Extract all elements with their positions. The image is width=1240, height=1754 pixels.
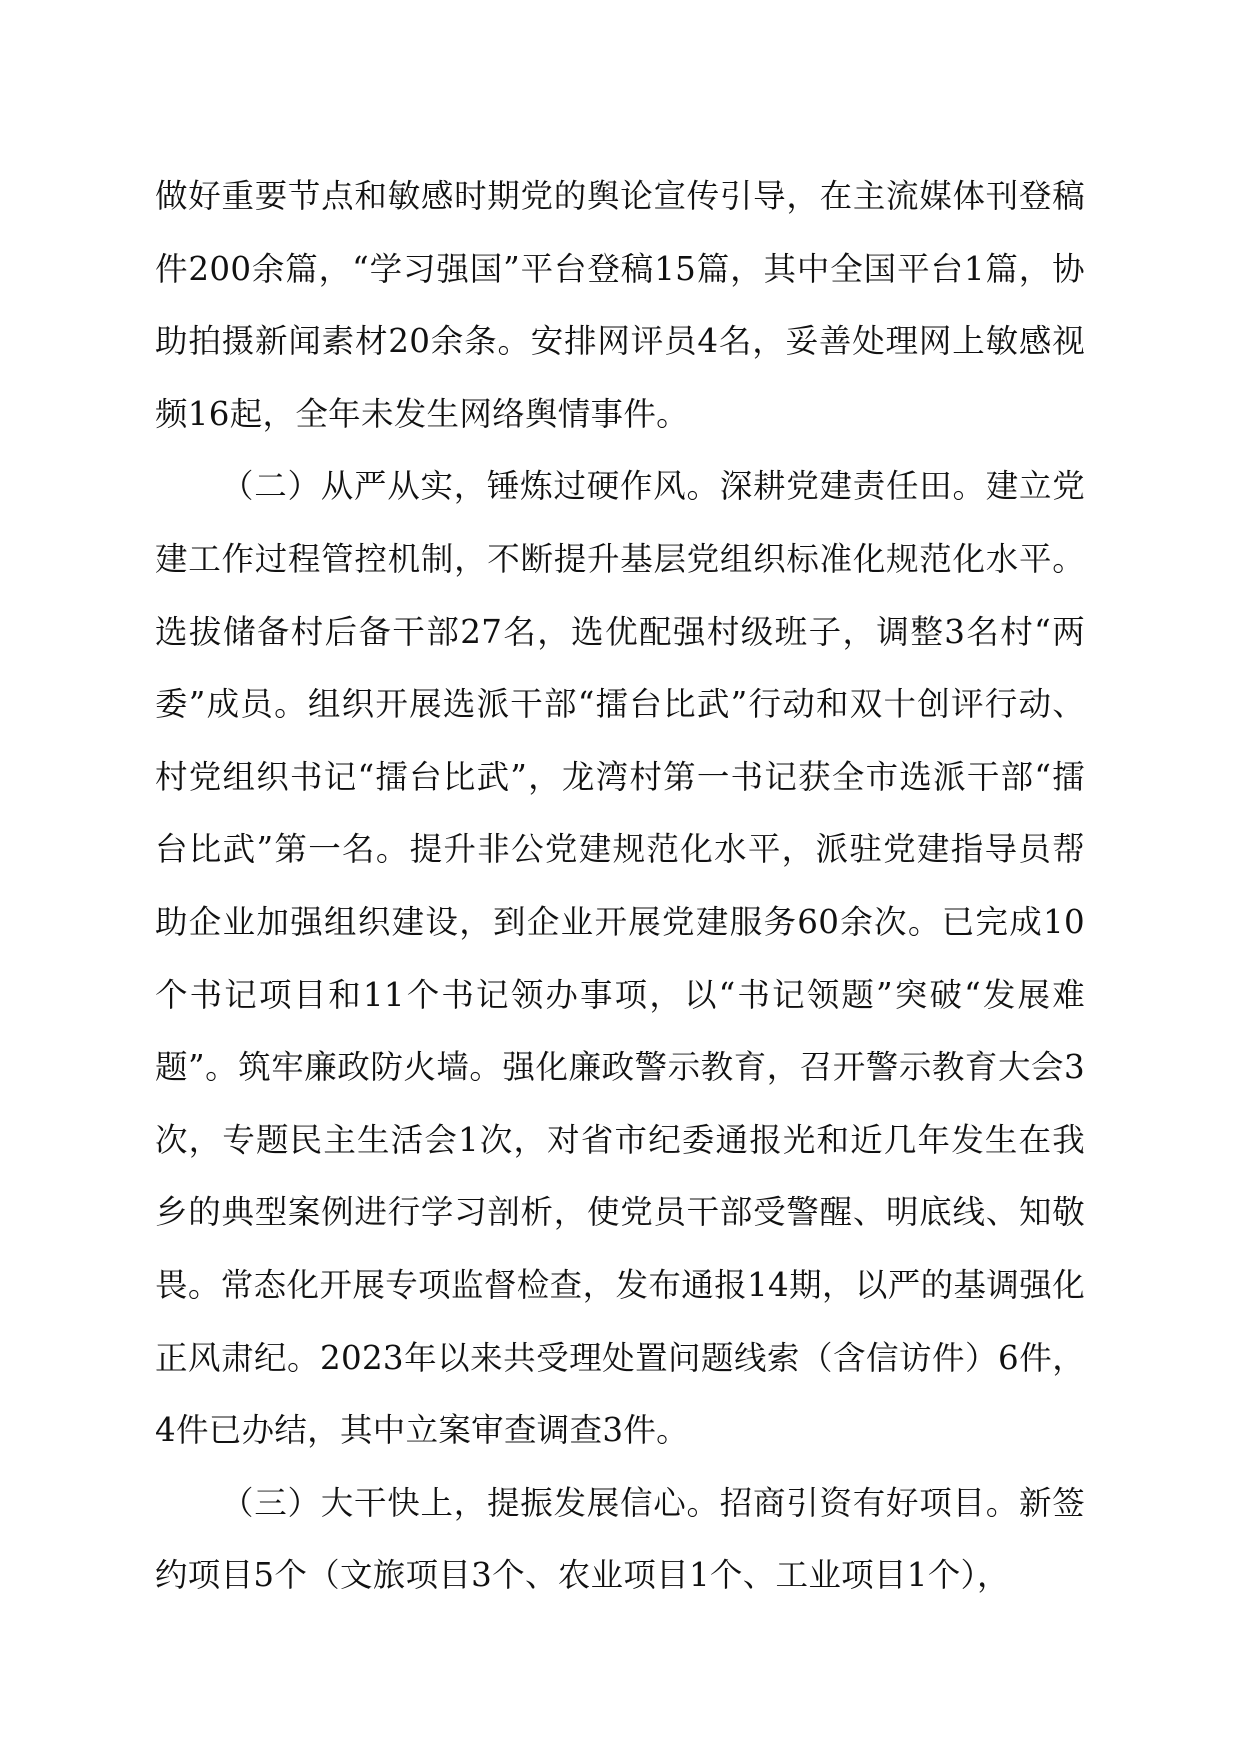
paragraph-section-three: （三）大干快上，提振发展信心。招商引资有好项目。新签约项目5个（文旅项目3个、农业项目1个、工业项目1个）， (155, 1483, 1085, 1595)
document-body (155, 160, 1085, 1612)
paragraph-section-two: （二）从严从实，锤炼过硬作风。深耕党建责任田。建立党建工作过程管控机制，不断提升基层党组织标准化规范化水平。选拔储备村后备干部27名，选优配强村级班子，调整3名村“两委”成员。组织开展选派干部“擂台比武”行动和双十创评行动、村党组织书记“擂台比武”，龙湾村第一书记获全市选派干部“擂台比武”第一名。提升非公党建规范化水平，派驻党建指导员帮助企业加强组织建设，到企业开展党建服务60余次。已完成10个书记项目和11个书记领办事项，以“书记领题”突破“发展难题”。筑牢廉政防火墙。强化廉政警示教育，召开警示教育大会3次，专题民主生活会1次，对省市纪委通报光和近几年发生在我乡的典型案例进行学习剖析，使党员干部受警醒、明底线、知敬畏。常态化开展专项监督检查，发布通报14期，以严的基调强化正风肃纪。2023年以来共受理处置问题线索（含信访件）6件，4件已办结，其中立案审查调查3件。 (155, 467, 1085, 1450)
paragraph-continuation: 做好重要节点和敏感时期党的舆论宣传引导，在主流媒体刊登稿件200余篇，“学习强国”平台登稿15篇，其中全国平台1篇，协助拍摄新闻素材20余条。安排网评员4名，妥善处理网上敏感视频16起，全年未发生网络舆情事件。 (155, 177, 1085, 433)
